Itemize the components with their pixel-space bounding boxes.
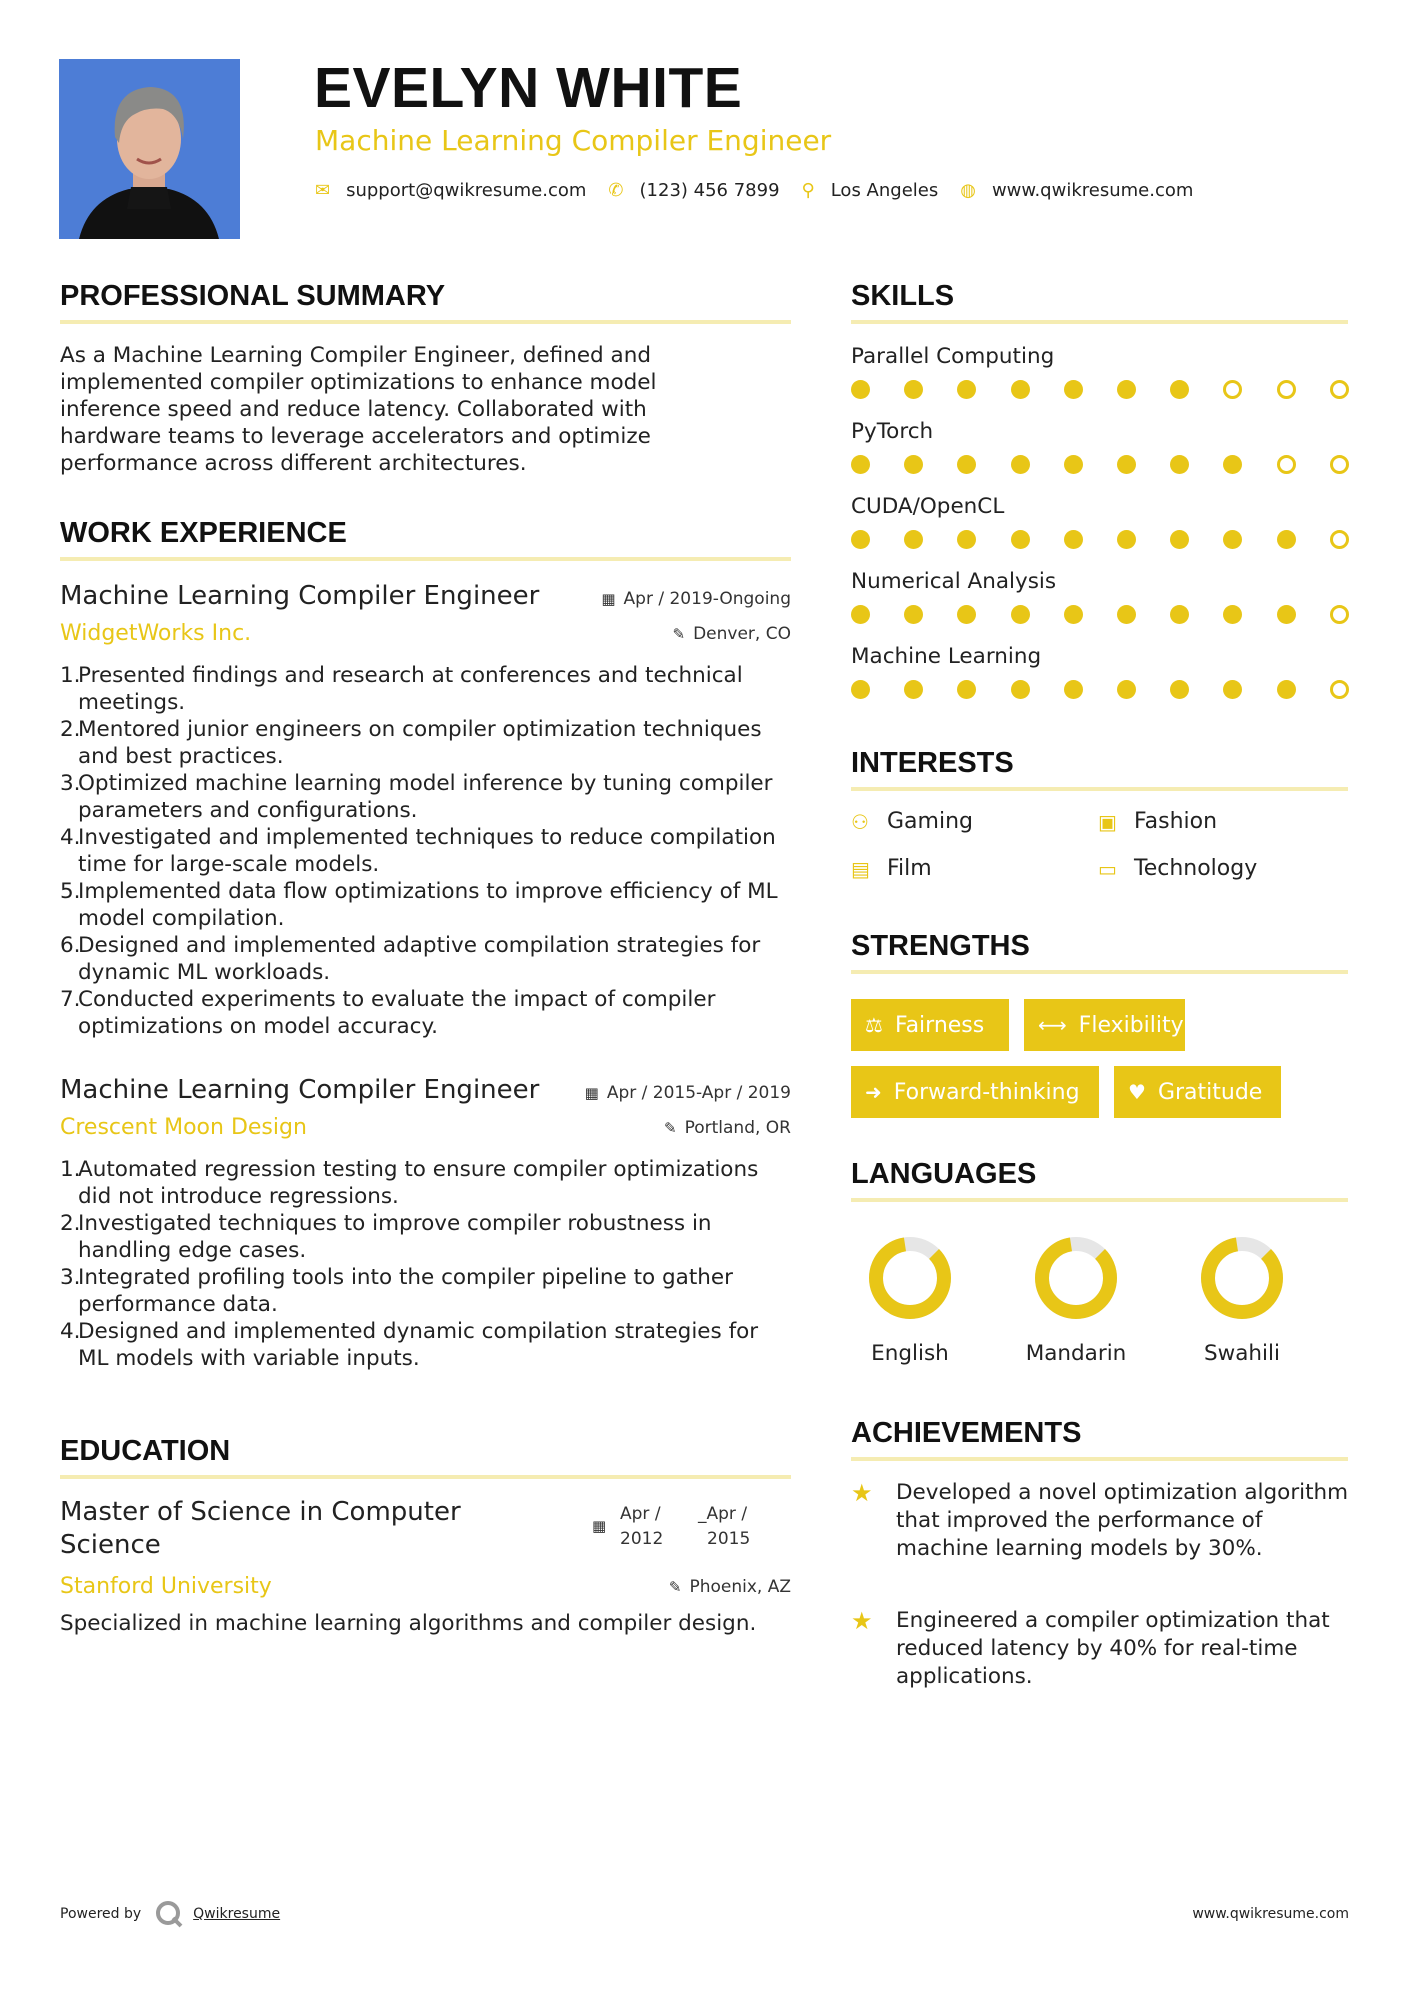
gamepad-icon: ⚇ [851, 809, 869, 834]
contact-website[interactable]: www.qwikresume.com [991, 180, 1194, 201]
skill-dot-filled [957, 455, 976, 474]
contact-email[interactable]: support@qwikresume.com [346, 180, 587, 201]
shopping-bag-icon: ▣ [1098, 809, 1117, 834]
skill-dot-filled [957, 380, 976, 399]
pin-icon: ✎ [672, 625, 686, 643]
list-item: 4. Investigated and implemented techniques to reduce compilation time for large-scale models. [60, 825, 776, 877]
languages-divider [851, 1198, 1348, 1202]
job-2-dates-text: Apr / 2015-Apr / 2019 [606, 1083, 791, 1103]
arrow-right-icon: ➜ [865, 1080, 882, 1104]
skill-dot-filled [904, 530, 923, 549]
list-item: 7. Conducted experiments to evaluate the impact of compiler optimizations on model accuracy. [60, 987, 716, 1039]
skills-heading: SKILLS [851, 280, 955, 312]
education-start: Apr / 2012 [620, 1504, 664, 1549]
job-1-location [673, 624, 791, 644]
skills-divider [851, 320, 1348, 324]
skill-dot-filled [1064, 380, 1083, 399]
skill-dot-filled [851, 680, 870, 699]
degree-line-1: Master of Science in Computer [60, 1497, 461, 1527]
skill-dot-filled [1064, 530, 1083, 549]
calendar-icon: ▦ [584, 1084, 599, 1102]
strength-flexibility: ⟷ Flexibility [1024, 999, 1185, 1051]
heart-icon: ♥ [1128, 1080, 1146, 1104]
language-donut [1031, 1233, 1121, 1323]
job-2-location [664, 1118, 791, 1138]
skill-dot-filled [1011, 680, 1030, 699]
contact-phone[interactable]: (123) 456 7899 [639, 180, 780, 201]
list-item: 3. Integrated profiling tools into the compiler pipeline to gather performance data. [60, 1265, 733, 1317]
interest-technology: ▭ Technology [1098, 856, 1258, 881]
strengths-divider [851, 970, 1348, 974]
skill-rating [851, 530, 1350, 550]
job-2-location-text: Portland, OR [684, 1118, 791, 1138]
balance-scale-icon: ⚖ [865, 1013, 883, 1037]
strength-forward-thinking: ➜ Forward-thinking [851, 1066, 1099, 1118]
phone-icon: ✆ [608, 180, 624, 201]
arrows-horizontal-icon: ⟷ [1038, 1013, 1067, 1037]
language-name: English [871, 1341, 949, 1366]
summary-divider [60, 320, 791, 324]
skill-dot-filled [1117, 380, 1136, 399]
summary-heading: PROFESSIONAL SUMMARY [60, 280, 446, 312]
skill-dot-filled [1277, 605, 1296, 624]
education-location [669, 1577, 791, 1597]
strength-fairness: ⚖ Fairness [851, 999, 1009, 1051]
skill-dot-filled [1064, 680, 1083, 699]
job-2-bullets [60, 1156, 795, 1372]
experience-heading: WORK EXPERIENCE [60, 517, 347, 549]
skill-dot-filled [1064, 605, 1083, 624]
skill-dot-filled [904, 680, 923, 699]
skill-dot-filled [1277, 680, 1296, 699]
languages-heading: LANGUAGES [851, 1158, 1037, 1190]
degree-line-2: Science [60, 1530, 161, 1560]
skill-dot-filled [1011, 380, 1030, 399]
skill-dot-filled [1011, 530, 1030, 549]
skill-dot-filled [957, 605, 976, 624]
skill-dot-filled [904, 455, 923, 474]
interests-heading: INTERESTS [851, 747, 1014, 779]
skill-name: CUDA/OpenCL [851, 494, 1005, 519]
footer-brand-link[interactable]: Qwikresume [193, 1906, 281, 1922]
summary-text: As a Machine Learning Compiler Engineer, defined and implemented compiler optimizations to enhance model inference speed and reduce latency. Collaborated with hardware teams to leverage accelerators and optimize performance across different architectures. [60, 343, 657, 476]
calendar-icon: ▦ [601, 590, 616, 608]
pin-icon: ✎ [664, 1119, 677, 1137]
skill-dot-filled [851, 530, 870, 549]
skill-dot-filled [1170, 680, 1189, 699]
skill-dot-filled [1011, 455, 1030, 474]
language-item [850, 1233, 970, 1366]
skill-dot-empty [1330, 455, 1349, 474]
list-item: 5. Implemented data flow optimizations to improve efficiency of ML model compilation. [60, 879, 778, 931]
skill-rating [851, 605, 1350, 625]
film-icon: ▤ [851, 856, 870, 881]
skill-dot-filled [957, 530, 976, 549]
skill-dot-empty [1330, 680, 1349, 699]
skill-rating [851, 380, 1350, 400]
education-divider [60, 1475, 791, 1479]
strength-gratitude: ♥ Gratitude [1114, 1066, 1281, 1118]
interests-divider [851, 787, 1348, 791]
language-donut [1197, 1233, 1287, 1323]
skill-dot-filled [1223, 455, 1242, 474]
skill-dot-filled [1011, 605, 1030, 624]
list-item: 1. Presented findings and research at conferences and technical meetings. [60, 663, 743, 715]
qwikresume-logo-icon [155, 1900, 183, 1928]
language-name: Swahili [1204, 1341, 1280, 1366]
skill-dot-empty [1330, 530, 1349, 549]
skill-dot-filled [1064, 455, 1083, 474]
skill-dot-empty [1277, 380, 1296, 399]
skill-name: Parallel Computing [851, 344, 1055, 369]
job-1-title: Machine Learning Compiler Engineer [60, 581, 540, 611]
job-2-dates [585, 1083, 791, 1103]
star-icon: ★ [851, 1607, 873, 1635]
skill-dot-empty [1330, 380, 1349, 399]
skill-dot-filled [904, 380, 923, 399]
list-item: 3. Optimized machine learning model inference by tuning compiler parameters and configurations. [60, 771, 773, 823]
skill-dot-filled [1117, 680, 1136, 699]
job-1-dates [601, 589, 791, 609]
skill-dot-filled [957, 680, 976, 699]
interest-fashion: ▣ Fashion [1098, 809, 1218, 834]
job-1-location-text: Denver, CO [693, 624, 791, 644]
list-item: 1. Automated regression testing to ensure compiler optimizations did not introduce regressions. [60, 1157, 759, 1209]
skill-dot-filled [1277, 530, 1296, 549]
skill-dot-filled [851, 605, 870, 624]
education-heading: EDUCATION [60, 1435, 231, 1467]
map-marker-icon: ⚲ [801, 180, 815, 201]
job-1-company: WidgetWorks Inc. [60, 621, 252, 646]
skill-dot-filled [1170, 455, 1189, 474]
achievement-item: ★ Engineered a compiler optimization that reduced latency by 40% for real-time applications. [851, 1607, 1330, 1689]
skill-dot-filled [851, 380, 870, 399]
skill-dot-filled [1117, 530, 1136, 549]
contact-location: Los Angeles [830, 180, 939, 201]
job-1-dates-text: Apr / 2019-Ongoing [623, 589, 791, 609]
job-2-company: Crescent Moon Design [60, 1115, 307, 1140]
skill-name: PyTorch [851, 419, 934, 444]
education-end: _Apr / 2015 [698, 1504, 751, 1549]
language-item [1182, 1233, 1302, 1366]
skill-dot-filled [1223, 680, 1242, 699]
skill-dot-filled [1117, 605, 1136, 624]
skill-dot-filled [1223, 605, 1242, 624]
skill-rating [851, 455, 1350, 475]
skill-rating [851, 680, 1350, 700]
footer-powered-by: Powered by Qwikresume [60, 1900, 280, 1928]
achievements-divider [851, 1457, 1348, 1461]
language-item [1016, 1233, 1136, 1366]
calendar-icon: ▦ [592, 1517, 607, 1535]
skill-dot-filled [851, 455, 870, 474]
skill-dot-empty [1223, 380, 1242, 399]
school-name: Stanford University [60, 1574, 272, 1599]
interest-film: ▤ Film [851, 856, 932, 881]
experience-divider [60, 557, 791, 561]
profile-photo [59, 59, 240, 239]
globe-icon: ◍ [960, 180, 976, 201]
skill-dot-empty [1330, 605, 1349, 624]
achievements-heading: ACHIEVEMENTS [851, 1417, 1082, 1449]
education-location-text: Phoenix, AZ [689, 1577, 791, 1597]
language-name: Mandarin [1025, 1341, 1127, 1366]
skill-dot-filled [1170, 530, 1189, 549]
list-item: 6. Designed and implemented adaptive compilation strategies for dynamic ML workloads. [60, 933, 761, 985]
achievement-item: ★ Developed a novel optimization algorithm that improved the performance of machine learning models by 30%. [851, 1479, 1349, 1561]
job-2-title: Machine Learning Compiler Engineer [60, 1075, 540, 1105]
skill-dot-filled [904, 605, 923, 624]
job-1-bullets [60, 662, 795, 1040]
footer-url[interactable]: www.qwikresume.com [1192, 1906, 1349, 1922]
skill-dot-filled [1117, 455, 1136, 474]
strengths-heading: STRENGTHS [851, 930, 1030, 962]
skill-dot-filled [1170, 380, 1189, 399]
candidate-name: EVELYN WHITE [314, 56, 743, 120]
list-item: 2. Mentored junior engineers on compiler optimization techniques and best practices. [60, 717, 762, 769]
avatar-portrait [59, 59, 240, 239]
language-donut [865, 1233, 955, 1323]
skill-dot-filled [1170, 605, 1189, 624]
laptop-icon: ▭ [1098, 856, 1117, 881]
list-item: 4. Designed and implemented dynamic compilation strategies for ML models with variable inputs. [60, 1319, 759, 1371]
education-text: Specialized in machine learning algorithms and compiler design. [60, 1611, 757, 1636]
skill-dot-empty [1277, 455, 1296, 474]
interest-gaming: ⚇ Gaming [851, 809, 973, 834]
contact-bar [315, 180, 1215, 201]
list-item: 2. Investigated techniques to improve compiler robustness in handling edge cases. [60, 1211, 712, 1263]
candidate-title: Machine Learning Compiler Engineer [315, 124, 832, 157]
pin-icon: ✎ [668, 1578, 682, 1596]
skill-name: Machine Learning [851, 644, 1042, 669]
star-icon: ★ [851, 1479, 873, 1507]
skill-name: Numerical Analysis [851, 569, 1057, 594]
skill-dot-filled [1223, 530, 1242, 549]
envelope-icon: ✉ [315, 180, 331, 201]
